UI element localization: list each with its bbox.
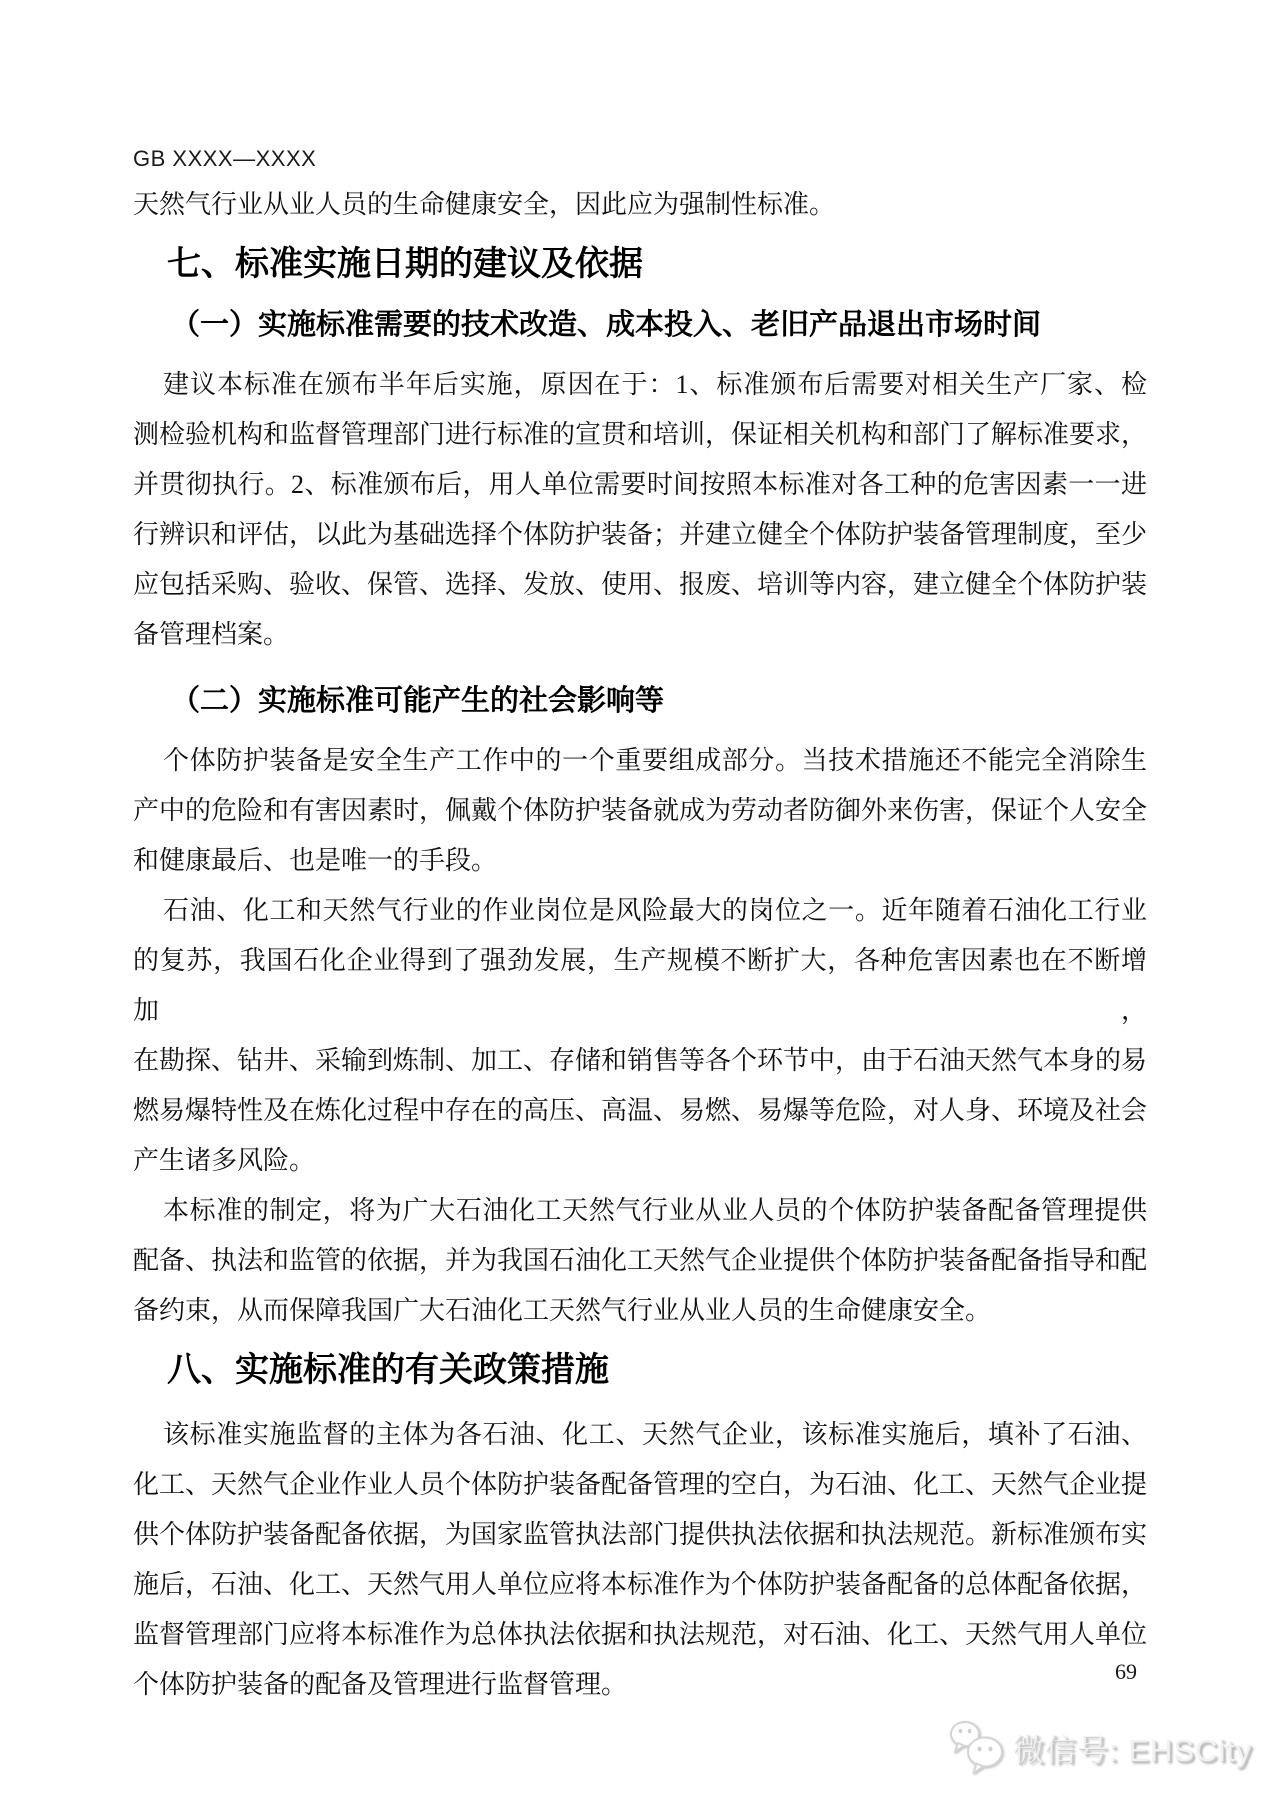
text-line: 产中的危险和有害因素时，佩戴个体防护装备就成为劳动者防御外来伤害，保证个人安全 [133, 796, 1148, 825]
section-8-paragraph [133, 1410, 1147, 1710]
text-line: 本标准的制定，将为广大石油化工天然气行业从业人员的个体防护装备配备管理提供 [163, 1196, 1147, 1225]
text-line: 石油、化工和天然气行业的作业岗位是风险最大的岗位之一。近年随着石油化工行业 [163, 896, 1147, 925]
text-line: 行辨识和评估，以此为基础选择个体防护装备；并建立健全个体防护装备管理制度，至少 [133, 520, 1148, 549]
section-7-sub-2-paragraph-2 [133, 886, 1147, 1186]
section-7-sub-2-heading: （二）实施标准可能产生的社会影响等 [171, 685, 665, 717]
text-line: 个体防护装备是安全生产工作中的一个重要组成部分。当技术措施还不能完全消除生 [163, 746, 1147, 775]
section-8-heading: 八、实施标准的有关政策措施 [167, 1351, 609, 1389]
paragraph-continuation [133, 180, 1147, 230]
section-7-heading: 七、标准实施日期的建议及依据 [167, 245, 643, 283]
section-7-sub-2-paragraph-3 [133, 1186, 1147, 1336]
section-7-sub-2-paragraph-1 [133, 736, 1147, 886]
text-line: 监督管理部门应将本标准作为总体执法依据和执法规范，对石油、化工、天然气用人单位 [133, 1620, 1148, 1649]
watermark-text: 微信号: EHSCity [1013, 1732, 1253, 1768]
text-line: 配备、执法和监管的依据，并为我国石油化工天然气企业提供个体防护装备配备指导和配 [133, 1246, 1148, 1275]
section-7-sub-1-paragraph [133, 360, 1147, 660]
text-line: 产生诸多风险。 [133, 1146, 316, 1175]
text-line: 该标准实施监督的主体为各石油、化工、天然气企业，该标准实施后，填补了石油、 [163, 1420, 1147, 1449]
wechat-icon [945, 1716, 1007, 1778]
text-line: 施后，石油、化工、天然气用人单位应将本标准作为个体防护装备配备的总体配备依据， [133, 1570, 1148, 1599]
text-line: 备管理档案。 [133, 620, 290, 649]
text-line: 燃易爆特性及在炼化过程中存在的高压、高温、易燃、易爆等危险，对人身、环境及社会 [133, 1096, 1148, 1125]
page-number: 69 [1115, 1659, 1137, 1684]
text-line: 天然气行业从业人员的生命健康安全，因此应为强制性标准。 [133, 190, 836, 219]
text-line: 测检验机构和监督管理部门进行标准的宣贯和培训，保证相关机构和部门了解标准要求， [133, 420, 1148, 449]
text-line: 供个体防护装备配备依据，为国家监管执法部门提供执法依据和执法规范。新标准颁布实 [133, 1520, 1148, 1549]
text-line: 的复苏，我国石化企业得到了强劲发展，生产规模不断扩大，各种危害因素也在不断增加， [133, 946, 1147, 1025]
text-line: 和健康最后、也是唯一的手段。 [133, 846, 498, 875]
text-line: 并贯彻执行。2、标准颁布后，用人单位需要时间按照本标准对各工种的危害因素一一进 [133, 470, 1147, 499]
document-code: GB XXXX—XXXX [133, 146, 317, 171]
text-line: 建议本标准在颁布半年后实施，原因在于：1、标准颁布后需要对相关生产厂家、检 [163, 370, 1147, 399]
text-line: 应包括采购、验收、保管、选择、发放、使用、报废、培训等内容，建立健全个体防护装 [133, 570, 1148, 599]
text-line: 备约束，从而保障我国广大石油化工天然气行业从业人员的生命健康安全。 [133, 1296, 992, 1325]
wechat-watermark [945, 1716, 1252, 1778]
text-line: 化工、天然气企业作业人员个体防护装备配备管理的空白，为石油、化工、天然气企业提 [133, 1470, 1148, 1499]
text-line: 在勘探、钻井、采输到炼制、加工、存储和销售等各个环节中，由于石油天然气本身的易 [133, 1046, 1148, 1075]
section-7-sub-1-heading: （一）实施标准需要的技术改造、成本投入、老旧产品退出市场时间 [171, 309, 1042, 341]
text-line: 个体防护装备的配备及管理进行监督管理。 [133, 1670, 628, 1699]
